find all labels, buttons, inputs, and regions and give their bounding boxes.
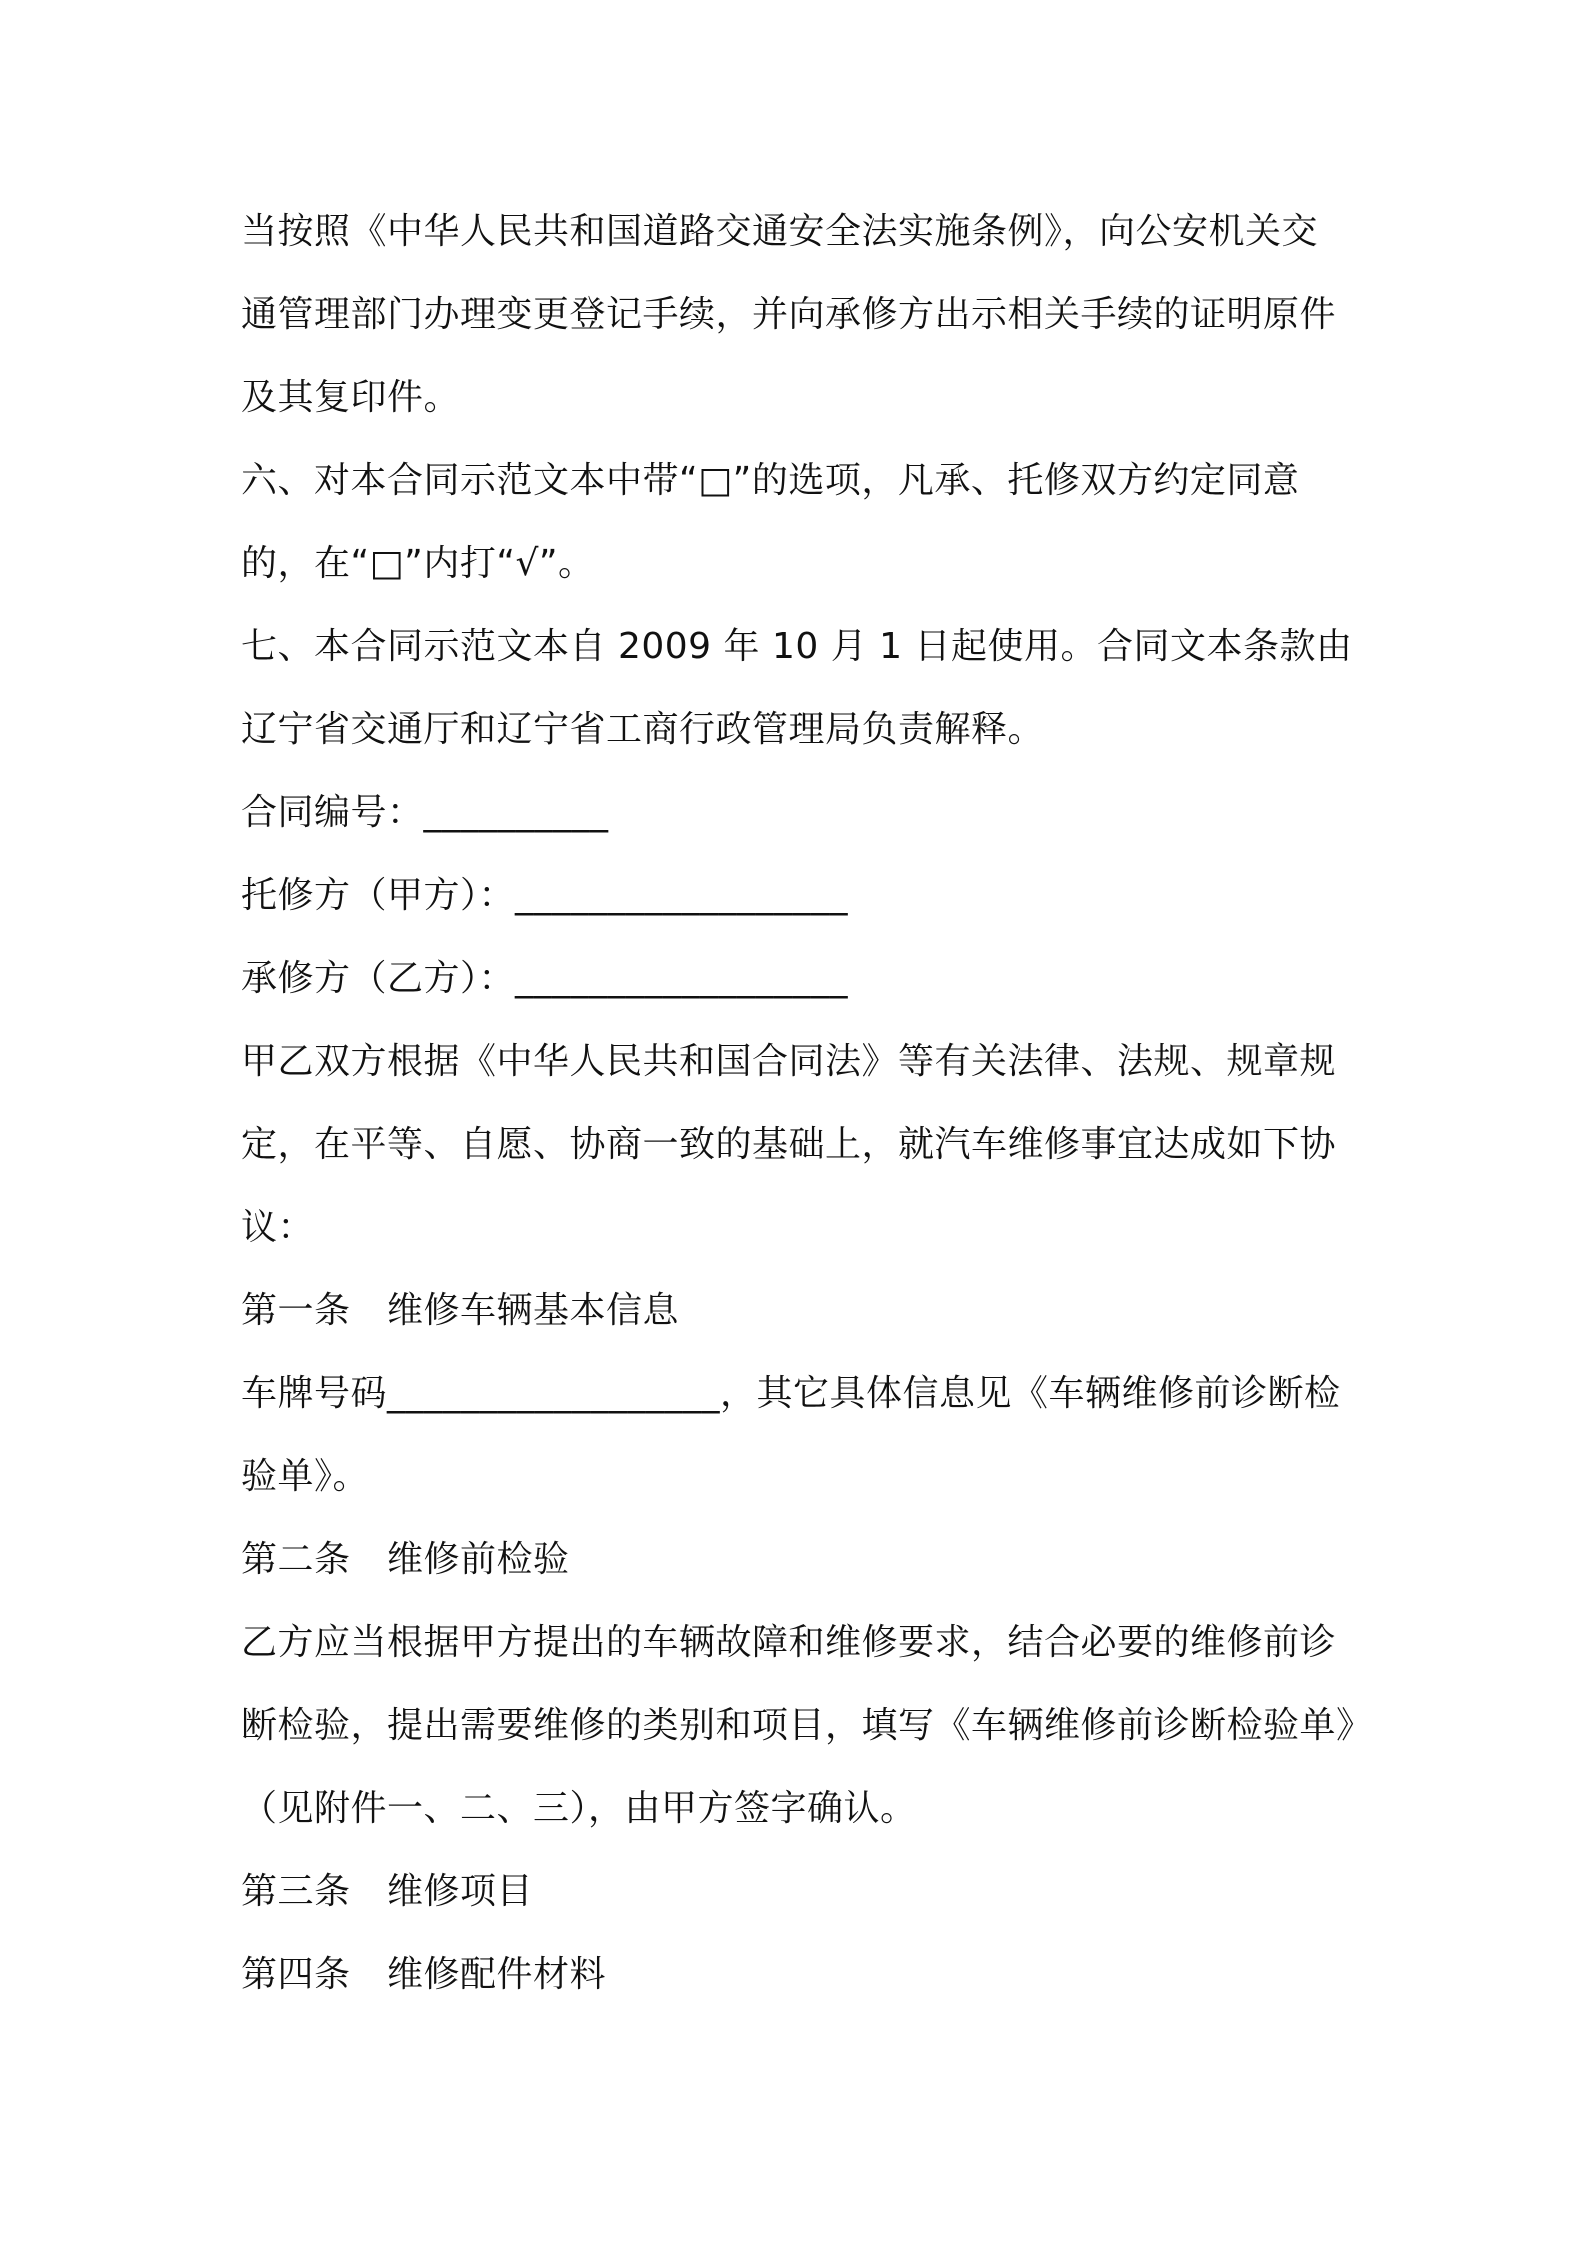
- article-heading: 第二条 维修前检验: [241, 1539, 570, 1580]
- text-line: （见附件一、二、三），由甲方签字确认。: [241, 1788, 917, 1829]
- client-party-field: 托修方（甲方）：__________________: [241, 875, 849, 916]
- text-line: 及其复印件。: [241, 377, 461, 418]
- text-line: 辽宁省交通厅和辽宁省工商行政管理局负责解释。: [241, 709, 1045, 750]
- text-line: 断检验，提出需要维修的类别和项目，填写《车辆维修前诊断检验单》: [241, 1705, 1373, 1746]
- repair-party-field: 承修方（乙方）：__________________: [241, 958, 849, 999]
- text-line: 甲乙双方根据《中华人民共和国合同法》等有关法律、法规、规章规: [241, 1041, 1337, 1082]
- text-line: 通管理部门办理变更登记手续，并向承修方出示相关手续的证明原件: [241, 294, 1337, 335]
- article-heading: 第四条 维修配件材料: [241, 1954, 607, 1995]
- article-heading: 第三条 维修项目: [241, 1871, 534, 1912]
- text-line: 七、本合同示范文本自 2009 年 10 月 1 日起使用。合同文本条款由: [241, 626, 1353, 667]
- contract-number-field: 合同编号：__________: [241, 792, 609, 833]
- text-line: 议：: [241, 1207, 315, 1248]
- text-line: 乙方应当根据甲方提出的车辆故障和维修要求，结合必要的维修前诊: [241, 1622, 1337, 1663]
- text-line: 的，在“□”内打“√”。: [241, 543, 595, 584]
- article-heading: 第一条 维修车辆基本信息: [241, 1290, 680, 1331]
- text-line: 验单》。: [241, 1456, 370, 1497]
- text-line: 六、对本合同示范文本中带“□”的选项，凡承、托修双方约定同意: [241, 460, 1300, 501]
- text-line: 定，在平等、自愿、协商一致的基础上，就汽车维修事宜达成如下协: [241, 1124, 1337, 1165]
- plate-number-field: 车牌号码__________________，其它具体信息见《车辆维修前诊断检: [241, 1373, 1341, 1414]
- text-line: 当按照《中华人民共和国道路交通安全法实施条例》，向公安机关交: [241, 211, 1319, 252]
